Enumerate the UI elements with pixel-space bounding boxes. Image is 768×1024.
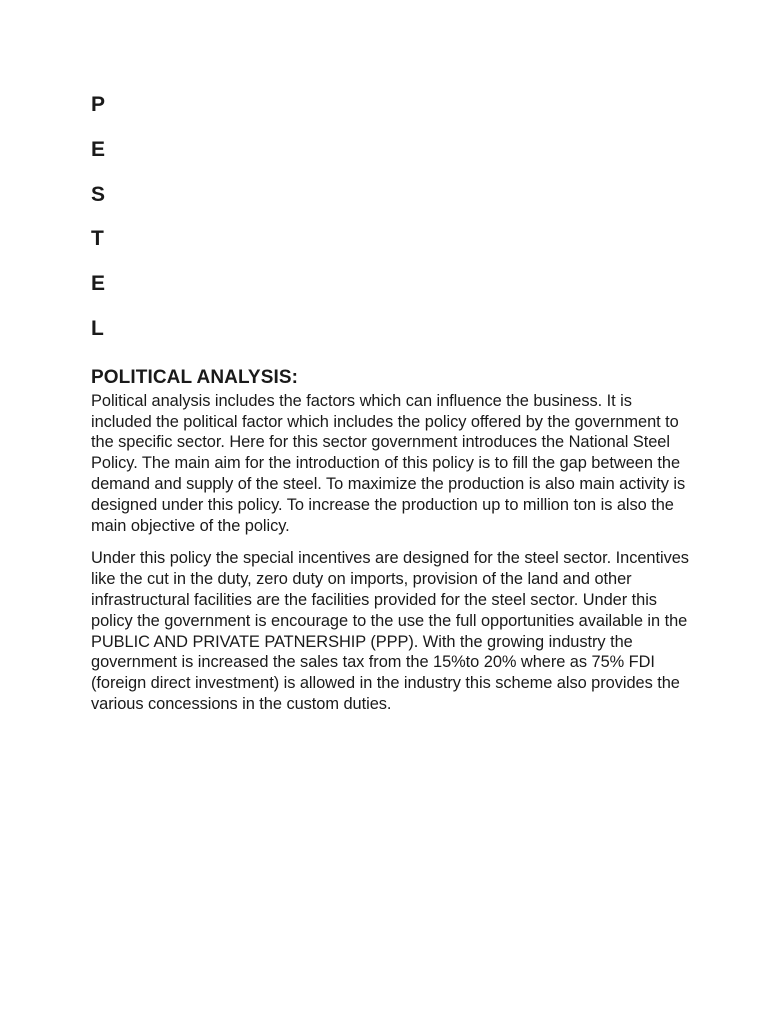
section-heading: POLITICAL ANALYSIS: <box>91 366 299 388</box>
paragraph-1: Political analysis includes the factors which can influence the business. It is included the political factor which includes the policy offered by the government to the specific sector. Here for this sector government introduces the National Steel Policy. The main aim for the introduction of this policy is to fill the gap between the demand and supply of the steel. To maximize the production is also main activity is designed under this policy. To increase the production up to million ton is also the main objective of the policy. <box>91 391 686 535</box>
pestel-letter-p: P <box>91 93 106 116</box>
paragraph-2: Under this policy the special incentives are designed for the steel sector. Incentives like the cut in the duty, zero duty on imports, provision of the land and other infrastructural facilities are the facilities provided for the steel sector. Under this policy the government is encourage to the use the full opportunities available in the PUBLIC AND PRIVATE PATNERSHIP (PPP). With the growing industry the government is increased the sales tax from the 15%to 20% where as 75% FDI (foreign direct investment) is allowed in the industry this scheme also provides the various concessions in the custom duties. <box>91 549 689 713</box>
pestel-letter-e: E <box>91 137 106 161</box>
pestel-letter-e2: E <box>91 272 106 296</box>
document-page <box>91 88 691 715</box>
pestel-letter-s: S <box>91 182 106 206</box>
pestel-letter-l: L <box>91 316 104 340</box>
pestel-letter-t: T <box>91 227 104 251</box>
pestel-letters <box>91 88 691 357</box>
